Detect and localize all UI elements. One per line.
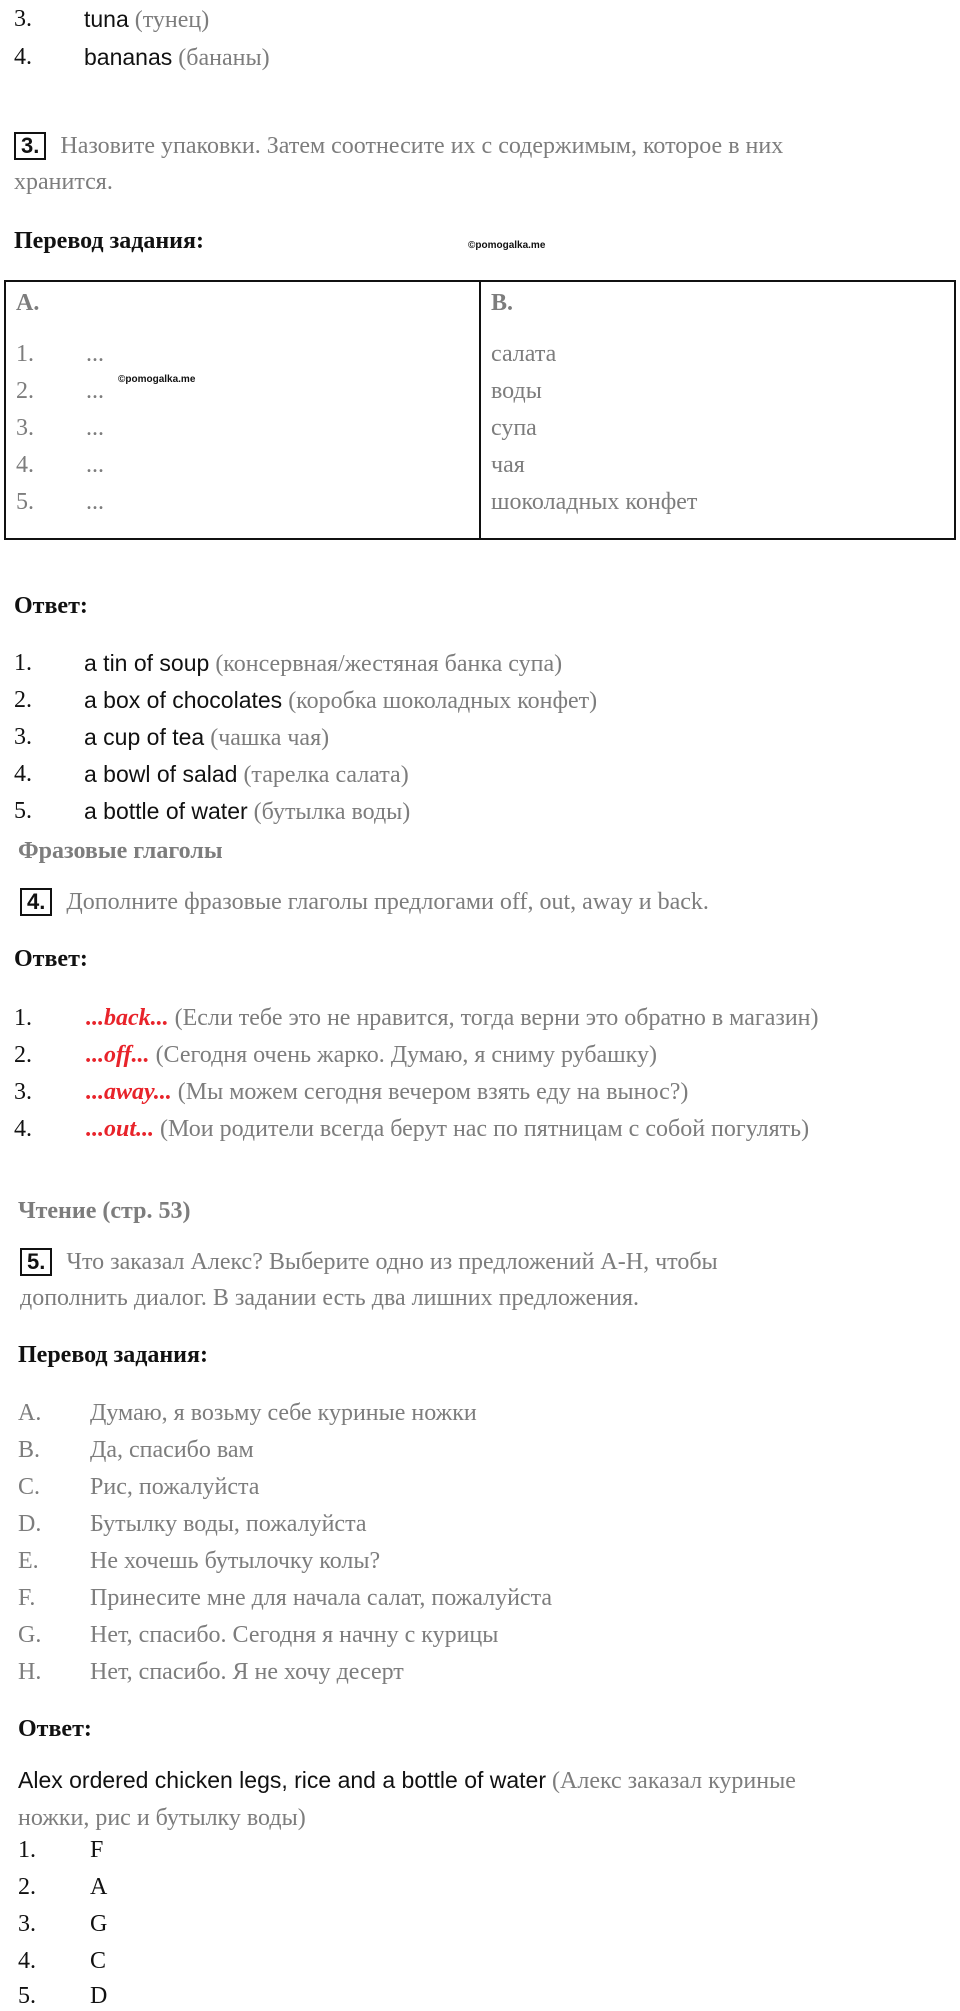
answer-word: ...off...: [86, 1042, 150, 1068]
table-row: 2. ...: [16, 378, 104, 404]
column-header: B.: [491, 290, 514, 316]
english-word: tuna: [84, 6, 129, 32]
table-column-b: [480, 281, 955, 539]
task-text-line: дополнить диалог. В задании есть два лишних предложения.: [20, 1285, 640, 1311]
russian-translation: ножки, рис и бутылку воды): [18, 1805, 306, 1831]
table-row: 4. ...: [16, 452, 104, 478]
table-cell: салата: [491, 341, 557, 367]
task-number-badge: 3.: [14, 132, 46, 160]
task-text-line: хранится.: [14, 169, 113, 195]
section-heading-phrasal-verbs: Фразовые глаголы: [18, 838, 223, 864]
answer-heading: Ответ:: [14, 946, 88, 972]
task-4-instruction: [20, 884, 709, 920]
table-row: 5. ...: [16, 489, 104, 515]
task-number-badge: 4.: [20, 888, 52, 916]
english-word: bananas: [84, 44, 173, 70]
watermark: ©pomogalka.me: [118, 374, 196, 385]
table-cell: супа: [491, 415, 537, 441]
task-text-line: Дополните фразовые глаголы предлогами off, out, away и back.: [66, 889, 709, 915]
table-column-a: [5, 281, 480, 539]
russian-translation: (тунец): [134, 7, 210, 33]
answer-word: ...back...: [86, 1005, 169, 1031]
english-sentence: Alex ordered chicken legs, rice and a bottle of water: [18, 1767, 547, 1793]
table-cell: воды: [491, 378, 542, 404]
table-row: 3. ...: [16, 415, 104, 441]
russian-translation: (Алекс заказал куриные: [552, 1768, 796, 1794]
answer-heading: Ответ:: [18, 1716, 92, 1742]
column-header: A.: [16, 290, 40, 316]
table-cell: шоколадных конфет: [491, 489, 698, 515]
watermark: ©pomogalka.me: [468, 240, 546, 251]
answer-word: ...out...: [86, 1116, 155, 1142]
answer-word: ...away...: [86, 1079, 172, 1105]
task-text-line: Что заказал Алекс? Выберите одно из предложений A-H, чтобы: [66, 1249, 718, 1275]
task-5-instruction: [20, 1244, 940, 1316]
list-number: 3.: [14, 6, 32, 32]
russian-translation: (бананы): [178, 45, 270, 71]
translation-table: [4, 280, 956, 540]
section-heading-reading: Чтение (стр. 53): [18, 1198, 191, 1224]
translation-heading: Перевод задания:: [18, 1342, 208, 1368]
table-row: 1. ...: [16, 341, 104, 367]
answer-heading: Ответ:: [14, 593, 88, 619]
answer-sentence: [18, 1762, 938, 1837]
translation-heading: Перевод задания:: [14, 228, 204, 254]
task-number-badge: 5.: [20, 1248, 52, 1276]
task-text-line: Назовите упаковки. Затем соотнесите их с содержимым, которое в них: [60, 133, 784, 159]
list-number: 4.: [14, 44, 32, 70]
table-cell: чая: [491, 452, 525, 478]
task-3-instruction: [14, 128, 944, 200]
